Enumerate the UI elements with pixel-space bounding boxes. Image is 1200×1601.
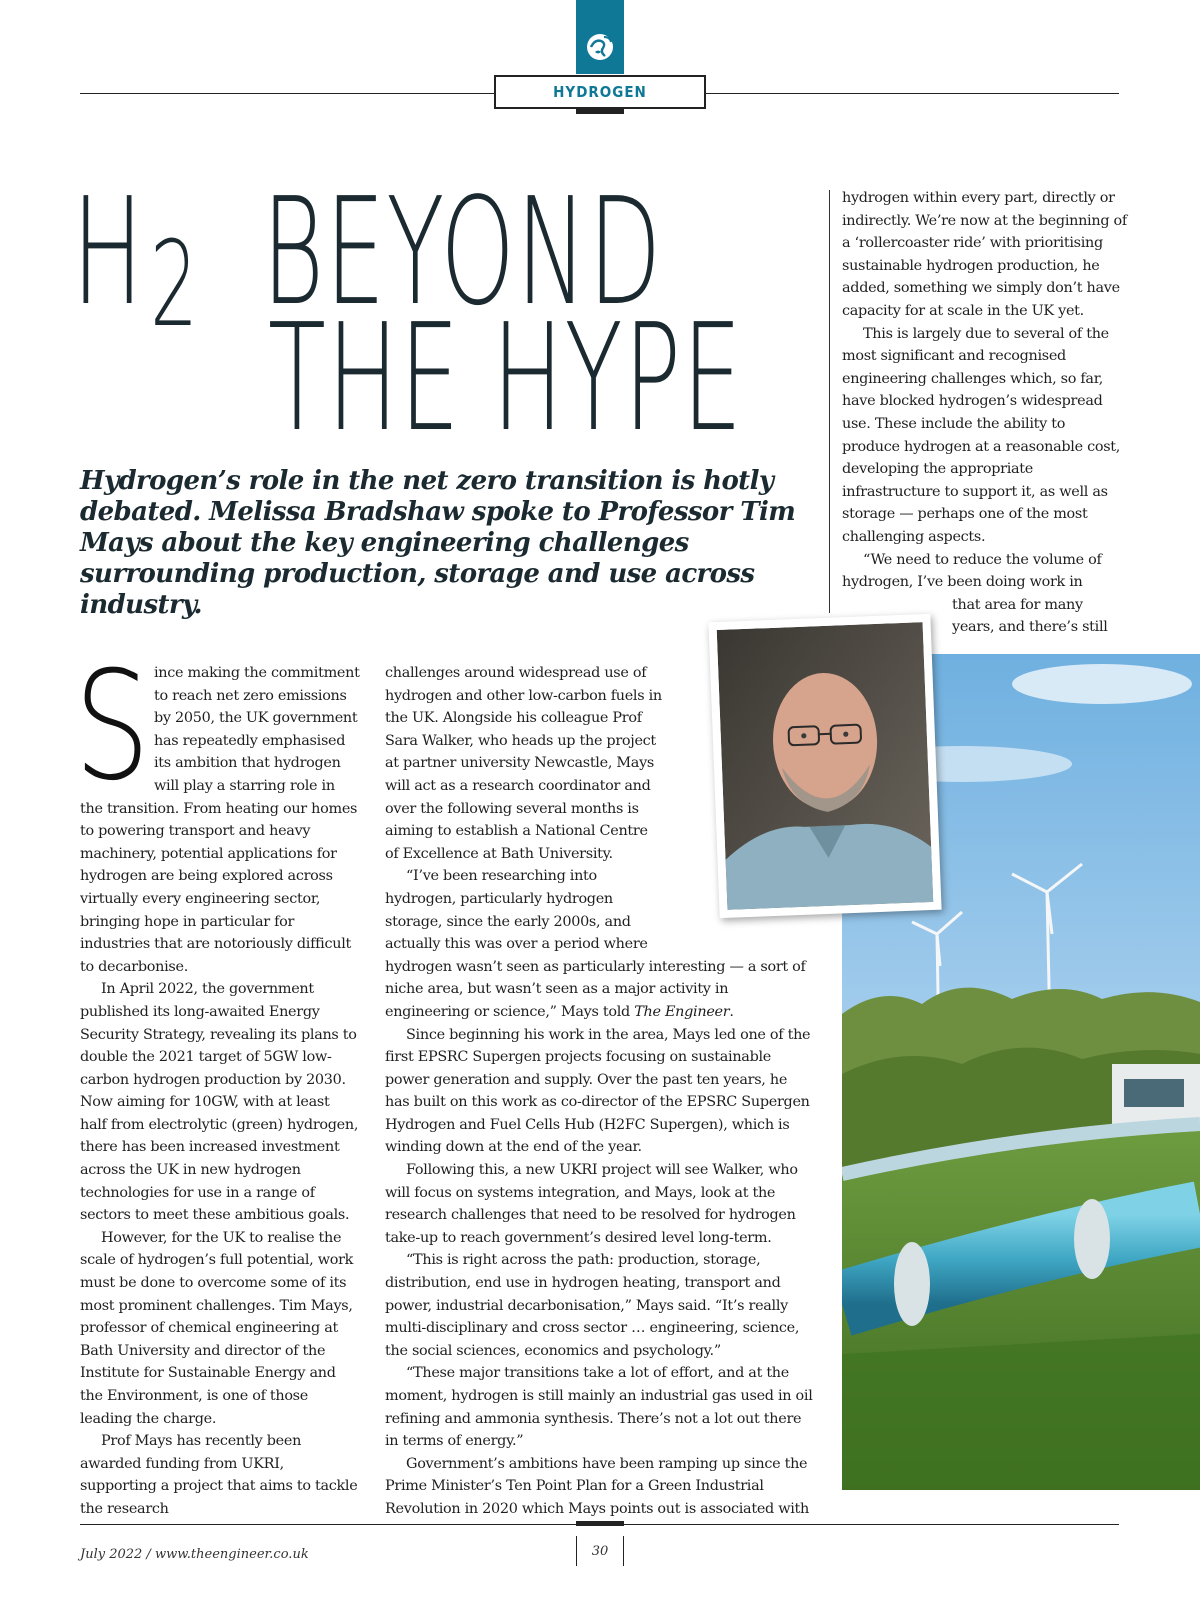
- column-divider: [829, 190, 830, 613]
- paragraph: “This is right across the path: production, storage, distribution, end use in hydrogen heating, transport and power, industrial decarbonisation,” Mays said. “It’s really multi-disciplinary and cross sector … engineering, science, the social sciences, economics and psychology.”: [385, 1252, 800, 1359]
- quote-suffix: .: [729, 1003, 734, 1020]
- paragraph: “We need to reduce the volume of hydrogen, I’ve been doing work in: [842, 551, 1102, 591]
- headline-h: H: [72, 166, 144, 338]
- paragraph: Following this, a new UKRI project will see Walker, who will focus on systems integration, and Mays, look at the research challenges that need to be resolved for hydrogen take-up to reach government’s desired level long-term.: [385, 1162, 798, 1246]
- paragraph: Since beginning his work in the area, Mays led one of the first EPSRC Supergen projects focusing on sustainable power generation and supply. Over the past ten years, he has built on this work as co-director of the EPSRC Supergen Hydrogen and Fuel Cells Hub (H2FC Supergen), which is winding down at the end of the year.: [385, 1026, 811, 1156]
- paragraph: that area for many years, and there’s still: [952, 596, 1108, 636]
- paragraph: Prof Mays has recently been awarded funding from UKRI, supporting a project that aims to tackle the research: [80, 1433, 358, 1517]
- drop-cap: S: [74, 640, 150, 814]
- headline-subscript: 2: [150, 215, 199, 353]
- headline-line-2: THE HYPE: [268, 292, 744, 464]
- tim-mays-portrait: [717, 622, 934, 910]
- headline-line-1: BEYOND: [262, 166, 663, 338]
- section-label-underbar: [576, 109, 624, 114]
- footer-tab: [576, 1521, 624, 1526]
- header-rule-left: [80, 93, 494, 94]
- paragraph: Government’s ambitions have been ramping up since the Prime Minister’s Ten Point Plan for a Green Industrial Revolution in 2020 which Mays points out is associated with: [385, 1455, 809, 1517]
- footer-issue-url: July 2022 / www.theengineer.co.uk: [80, 1547, 309, 1562]
- body-column-3: [842, 187, 1127, 639]
- globe-leaf-icon: [581, 28, 619, 66]
- section-label: HYDROGEN: [494, 75, 706, 109]
- paragraph: challenges around widespread use of hydrogen and other low-carbon fuels in the UK. Alongside his colleague Prof Sara Walker, who heads up the project at partner university Newcastle, Mays will act as a research coordinator and over the following several months is aiming to establish a National Centre of Excellence at Bath University.: [385, 665, 662, 862]
- paragraph: “These major transitions take a lot of effort, and at the moment, hydrogen is still mainly an industrial gas used in oil refining and ammonia synthesis. There’s not a lot out there in terms of energy.”: [385, 1365, 813, 1450]
- paragraph: ince making the commitment to reach net zero emissions by 2050, the UK government has repeatedly emphasised its ambition that hydrogen will play a starring role in the transition. From heating our homes to powering transport and heavy machinery, potential applications for hydrogen are being explored across virtually every engineering sector, bringing hope in particular for industries that are notoriously difficult to decarbonise.: [80, 665, 360, 975]
- portrait-photo-frame: [708, 614, 941, 918]
- body-column-1: [74, 640, 360, 1521]
- quote-text: “I’ve been researching into hydrogen, particularly hydrogen storage, since the early 2000s, and actually this was over a period where hydrogen wasn’t seen as particularly interesting — a sort of niche area, but wasn’t seen as a major activity in engineering or science,” Mays told: [385, 868, 806, 1020]
- paragraph: In April 2022, the government published its long-awaited Energy Security Strategy, revealing its plans to double the 2021 target of 5GW low-carbon hydrogen production by 2030. Now aiming for 10GW, with at least half from electrolytic (green) hydrogen, there has been increased investment across the UK in new hydrogen technologies for use in a range of sectors to meet these ambitious goals.: [80, 981, 359, 1224]
- page-number-box: [576, 1536, 624, 1566]
- paragraph: However, for the UK to realise the scale of hydrogen’s full potential, work must be done to overcome some of its most prominent challenges. Tim Mays, professor of chemical engineering at Bath University and director of the Institute for Sustainable Energy and the Environment, is one of those leading the charge.: [80, 1229, 354, 1427]
- page-number: 30: [591, 1543, 609, 1559]
- publication-name: The Engineer: [634, 1003, 730, 1020]
- paragraph: hydrogen within every part, directly or indirectly. We’re now at the beginning of a ‘rollercoaster ride’ with prioritising sustainable hydrogen production, he added, something we simply don’t have capacity for at scale in the UK yet.: [842, 190, 1127, 319]
- standfirst: Hydrogen’s role in the net zero transition is hotly debated. Melissa Bradshaw spoke to Professor Tim Mays about the key engineering challenges surrounding production, storage and use across industry.: [80, 466, 796, 620]
- header-rule-right: [706, 93, 1119, 94]
- paragraph: This is largely due to several of the most significant and recognised engineering challenges which, so far, have blocked hydrogen’s widespread use. These include the ability to produce hydrogen at a reasonable cost, developing the appropriate infrastructure to support it, as well as storage — perhaps one of the most challenging aspects.: [842, 325, 1121, 545]
